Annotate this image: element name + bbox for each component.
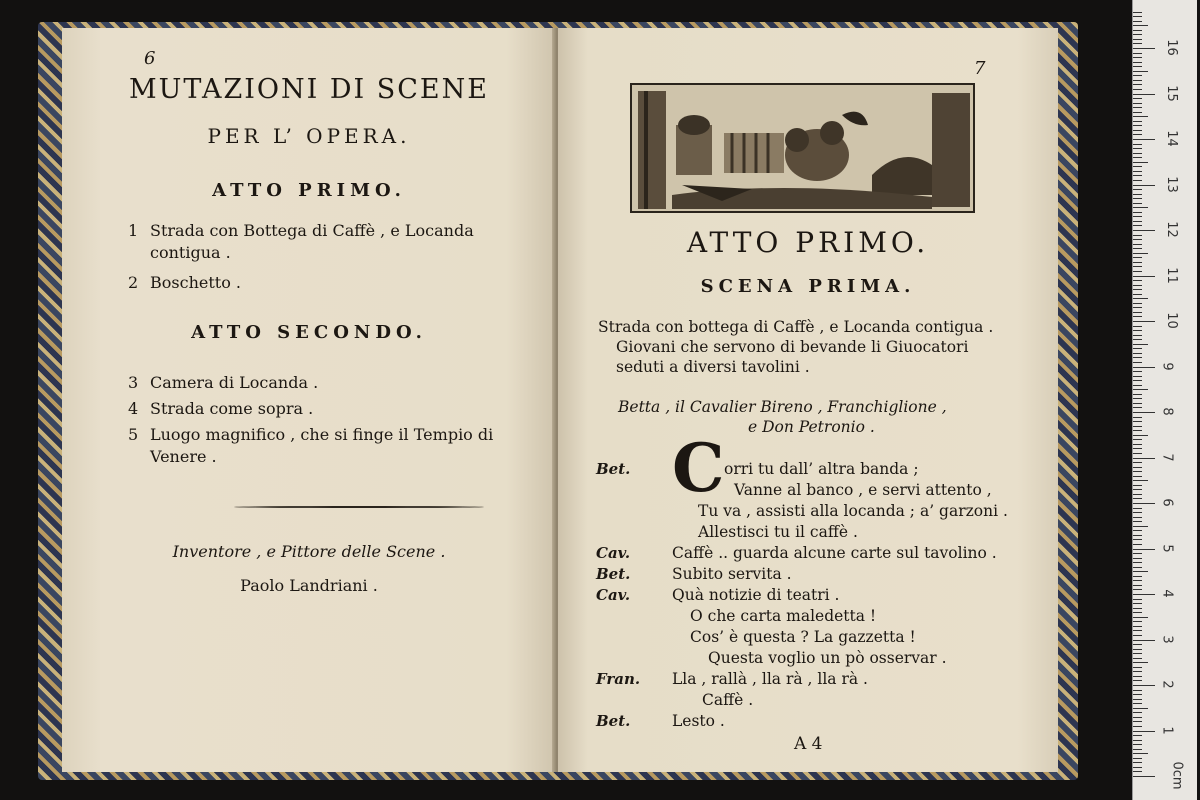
- ruler-tick: [1133, 389, 1148, 390]
- ruler-tick: [1133, 680, 1142, 681]
- speaker-label: Bet.: [596, 460, 631, 478]
- ruler-tick: [1133, 676, 1142, 677]
- ruler-label: 13: [1163, 175, 1179, 193]
- ruler-tick: [1133, 57, 1142, 58]
- ruler-tick: [1133, 48, 1155, 49]
- ruler-tick: [1133, 549, 1155, 550]
- ruler-tick: [1133, 289, 1142, 290]
- ruler-tick: [1133, 439, 1142, 440]
- ruler-tick: [1133, 316, 1142, 317]
- ruler-tick: [1133, 580, 1142, 581]
- ruler-tick: [1133, 353, 1142, 354]
- ruler-tick: [1133, 503, 1155, 504]
- ruler-tick: [1133, 162, 1148, 163]
- ruler-tick: [1133, 544, 1142, 545]
- ruler-tick: [1133, 685, 1155, 686]
- ruler-tick: [1133, 125, 1142, 126]
- ruler-tick: [1133, 62, 1142, 63]
- ruler-tick: [1133, 326, 1142, 327]
- ruler-tick: [1133, 403, 1142, 404]
- ruler-tick: [1133, 335, 1142, 336]
- ruler-tick: [1133, 617, 1148, 618]
- ruler-tick: [1133, 735, 1142, 736]
- scene-item-4: 4 Strada come sopra .: [128, 399, 314, 418]
- ruler-tick: [1133, 189, 1142, 190]
- ruler-tick: [1133, 30, 1142, 31]
- dialogue-line: Lla , rallà , lla rà , lla rà .: [672, 670, 868, 688]
- ruler-label: 10: [1163, 312, 1179, 329]
- ruler-tick: [1133, 603, 1142, 604]
- ruler-tick: [1133, 630, 1142, 631]
- act1-heading: ATTO PRIMO.: [212, 180, 406, 201]
- ruler-tick: [1133, 239, 1142, 240]
- ruler-tick: [1133, 367, 1155, 368]
- ruler-tick: [1133, 521, 1142, 522]
- ruler-tick: [1133, 485, 1142, 486]
- ruler-tick: [1133, 458, 1155, 459]
- ruler-tick: [1133, 12, 1142, 13]
- ruler-tick: [1133, 357, 1142, 358]
- dialogue-line: Questa voglio un pò osservar .: [708, 649, 947, 667]
- ruler-tick: [1133, 585, 1142, 586]
- ruler-tick: [1133, 608, 1142, 609]
- ruler-tick: [1133, 121, 1142, 122]
- speaker-label: Cav.: [596, 586, 631, 604]
- ruler-tick: [1133, 567, 1142, 568]
- ruler-tick: [1133, 98, 1142, 99]
- ruler-label: 5: [1159, 543, 1175, 553]
- ruler-label: 2: [1159, 680, 1175, 689]
- ruler-tick: [1133, 348, 1142, 349]
- ruler-label: 8: [1159, 407, 1175, 416]
- ruler-tick: [1133, 489, 1142, 490]
- ruler-tick: [1133, 16, 1142, 17]
- dialogue-line: Caffè .: [702, 691, 754, 709]
- act-title: ATTO PRIMO.: [686, 226, 930, 259]
- signature-mark: A 4: [794, 734, 823, 754]
- dialogue-line: Vanne al banco , e servi attento ,: [734, 481, 992, 499]
- ruler-tick: [1133, 530, 1142, 531]
- ruler-tick: [1133, 635, 1142, 636]
- ruler-tick: [1133, 512, 1142, 513]
- ruler-tick: [1133, 266, 1142, 267]
- ruler-tick: [1133, 84, 1142, 85]
- ruler-tick: [1133, 171, 1142, 172]
- ruler-tick: [1133, 471, 1142, 472]
- ruler-label: 3: [1159, 634, 1175, 644]
- ruler-tick: [1133, 376, 1142, 377]
- vignette-engraving: [632, 85, 975, 213]
- ruler-tick: [1133, 344, 1148, 345]
- ruler-tick: [1133, 508, 1142, 509]
- ruler-tick: [1133, 116, 1148, 117]
- ruler-tick: [1133, 394, 1142, 395]
- ruler-tick: [1133, 626, 1142, 627]
- ruler-tick: [1133, 539, 1142, 540]
- speaker-label: Bet.: [596, 712, 631, 730]
- engraved-vignette-image: [630, 83, 975, 213]
- ruler-tick: [1133, 307, 1142, 308]
- dialogue-line: Allestisci tu il caffè .: [698, 523, 858, 541]
- ruler-tick: [1133, 480, 1148, 481]
- characters-line: e Don Petronio .: [748, 418, 875, 436]
- ruler-tick: [1133, 494, 1142, 495]
- ruler-tick: [1133, 594, 1155, 595]
- ruler-tick: [1133, 371, 1142, 372]
- ruler-tick: [1133, 621, 1142, 622]
- drop-cap: C: [672, 429, 725, 507]
- ruler-tick: [1133, 767, 1142, 768]
- ruler-tick: [1133, 235, 1142, 236]
- right-page-number: 7: [974, 58, 986, 79]
- ruler-label: 9: [1159, 361, 1175, 371]
- ruler-tick: [1133, 216, 1142, 217]
- ruler-tick: [1133, 640, 1155, 641]
- ruler-tick: [1133, 89, 1142, 90]
- ruler-tick: [1133, 25, 1148, 26]
- scene-item-5: 5 Luogo magnifico , che si finge il Tempio di Venere .: [128, 425, 494, 466]
- ruler-tick: [1133, 740, 1142, 741]
- ruler-tick: [1133, 758, 1142, 759]
- ruler-tick: [1133, 662, 1148, 663]
- credit-role: Inventore , e Pittore delle Scene .: [172, 542, 446, 561]
- speaker-label: Fran.: [596, 670, 641, 688]
- left-page: [62, 28, 556, 772]
- dialogue-line: Cos’ è questa ? La gazzetta !: [690, 628, 916, 646]
- ruler-tick: [1133, 157, 1142, 158]
- ruler-label: 4: [1159, 589, 1175, 598]
- ruler-tick: [1133, 53, 1142, 54]
- ruler-tick: [1133, 430, 1142, 431]
- ruler-tick: [1133, 134, 1142, 135]
- ruler-tick: [1133, 194, 1142, 195]
- ruler-tick: [1133, 771, 1142, 772]
- ruler-tick: [1133, 426, 1142, 427]
- ruler-label: 15: [1163, 84, 1179, 102]
- dialogue-line: O che carta maledetta !: [690, 607, 877, 625]
- ruler-tick: [1133, 612, 1142, 613]
- ruler-tick: [1133, 576, 1142, 577]
- characters-line: Betta , il Cavalier Bireno , Franchiglione ,: [618, 398, 947, 416]
- ruler-tick: [1133, 703, 1142, 704]
- setting-line: seduti a diversi tavolini .: [616, 358, 810, 376]
- ruler-tick: [1133, 225, 1142, 226]
- ruler-tick: [1133, 526, 1148, 527]
- ruler-tick: [1133, 417, 1142, 418]
- ruler-tick: [1133, 690, 1142, 691]
- ruler-tick: [1133, 708, 1148, 709]
- ruler-tick: [1133, 653, 1142, 654]
- ruler-tick: [1133, 175, 1142, 176]
- ruler-tick: [1133, 71, 1148, 72]
- dialogue-line: Subito servita .: [672, 565, 792, 583]
- speaker-label: Bet.: [596, 565, 631, 583]
- ruler-tick: [1133, 462, 1142, 463]
- ruler-tick: [1133, 166, 1142, 167]
- scene-item-2: 2 Boschetto .: [128, 273, 241, 292]
- ruler-tick: [1133, 712, 1142, 713]
- ruler-tick: [1133, 589, 1142, 590]
- ruler-tick: [1133, 262, 1142, 263]
- ruler-tick: [1133, 303, 1142, 304]
- ruler-tick: [1133, 380, 1142, 381]
- ruler-tick: [1133, 21, 1142, 22]
- ruler-tick: [1133, 744, 1142, 745]
- ruler-tick: [1133, 103, 1142, 104]
- ruler-tick: [1133, 571, 1148, 572]
- ruler-tick: [1133, 339, 1142, 340]
- ruler-tick: [1133, 694, 1142, 695]
- ruler-tick: [1133, 257, 1142, 258]
- ruler-tick: [1133, 553, 1142, 554]
- ruler-tick: [1133, 107, 1142, 108]
- setting-line: Strada con bottega di Caffè , e Locanda contigua .: [598, 318, 994, 336]
- ruler-tick: [1133, 599, 1142, 600]
- ruler-tick: [1133, 34, 1142, 35]
- ruler-label: 1: [1159, 725, 1175, 735]
- ruler-label: 11: [1163, 266, 1179, 284]
- ruler-tick: [1133, 562, 1142, 563]
- ruler-tick: [1133, 148, 1142, 149]
- ruler-tick: [1133, 649, 1142, 650]
- ruler-tick: [1133, 435, 1148, 436]
- measurement-ruler: [1132, 0, 1197, 800]
- ruler-tick: [1133, 330, 1142, 331]
- ruler-tick: [1133, 139, 1155, 140]
- ruler-tick: [1133, 203, 1142, 204]
- ruler-tick: [1133, 444, 1142, 445]
- ruler-tick: [1133, 476, 1142, 477]
- ruler-tick: [1133, 153, 1142, 154]
- ruler-tick: [1133, 80, 1142, 81]
- ruler-tick: [1133, 517, 1142, 518]
- ruler-tick: [1133, 198, 1142, 199]
- ruler-tick: [1133, 248, 1142, 249]
- ruler-tick: [1133, 112, 1142, 113]
- ruler-tick: [1133, 321, 1155, 322]
- ruler-tick: [1133, 448, 1142, 449]
- ruler-tick: [1133, 726, 1142, 727]
- speaker-label: Cav.: [596, 544, 631, 562]
- ruler-tick: [1133, 398, 1142, 399]
- dialogue-line: orri tu dall’ altra banda ;: [724, 460, 919, 478]
- ruler-tick: [1133, 421, 1142, 422]
- ruler-tick: [1133, 699, 1142, 700]
- ruler-tick: [1133, 39, 1142, 40]
- ruler-tick: [1133, 753, 1148, 754]
- ruler-tick: [1133, 298, 1148, 299]
- ruler-tick: [1133, 280, 1142, 281]
- ruler-tick: [1133, 362, 1142, 363]
- left-page-number: 6: [144, 48, 156, 69]
- ruler-tick: [1133, 453, 1142, 454]
- dialogue-line: Lesto .: [672, 712, 725, 730]
- ruler-tick: [1133, 498, 1142, 499]
- ruler-label: 12: [1163, 221, 1179, 238]
- ruler-tick: [1133, 412, 1155, 413]
- ruler-tick: [1133, 185, 1155, 186]
- ruler-tick: [1133, 749, 1142, 750]
- decorative-rule: [234, 506, 484, 508]
- ruler-tick: [1133, 294, 1142, 295]
- ruler-tick: [1133, 762, 1142, 763]
- ruler-tick: [1133, 312, 1142, 313]
- ruler-tick: [1133, 385, 1142, 386]
- ruler-label: 0cm: [1169, 761, 1185, 790]
- ruler-tick: [1133, 253, 1148, 254]
- ruler-label: 7: [1159, 452, 1175, 462]
- ruler-tick: [1133, 276, 1155, 277]
- ruler-tick: [1133, 467, 1142, 468]
- ruler-tick: [1133, 271, 1142, 272]
- dialogue-line: Caffè .. guarda alcune carte sul tavolino .: [672, 544, 997, 562]
- dialogue-line: Tu va , assisti alla locanda ; a’ garzoni .: [698, 502, 1008, 520]
- ruler-tick: [1133, 667, 1142, 668]
- scene-item-3: 3 Camera di Locanda .: [128, 373, 319, 392]
- ruler-label: 6: [1159, 498, 1175, 507]
- ruler-tick: [1133, 671, 1142, 672]
- ruler-tick: [1133, 558, 1142, 559]
- ruler-tick: [1133, 535, 1142, 536]
- left-page-subtitle: PER L’ OPERA.: [207, 124, 411, 148]
- scene-item-1: 1 Strada con Bottega di Caffè , e Locanda contigua .: [128, 221, 474, 262]
- ruler-tick: [1133, 776, 1155, 777]
- act2-heading: ATTO SECONDO.: [191, 322, 427, 343]
- ruler-tick: [1133, 66, 1142, 67]
- ruler-tick: [1133, 212, 1142, 213]
- ruler-tick: [1133, 407, 1142, 408]
- ruler-tick: [1133, 658, 1142, 659]
- ruler-tick: [1133, 721, 1142, 722]
- ruler-tick: [1133, 130, 1142, 131]
- dialogue-line: Quà notizie di teatri .: [672, 586, 840, 604]
- ruler-tick: [1133, 244, 1142, 245]
- ruler-tick: [1133, 207, 1148, 208]
- ruler-tick: [1133, 285, 1142, 286]
- ruler-label: 16: [1163, 39, 1179, 56]
- ruler-tick: [1133, 717, 1142, 718]
- ruler-tick: [1133, 43, 1142, 44]
- ruler-tick: [1133, 180, 1142, 181]
- ruler-tick: [1133, 221, 1142, 222]
- credit-name: Paolo Landriani .: [240, 576, 378, 595]
- left-page-title: MUTAZIONI DI SCENE: [129, 74, 489, 105]
- ruler-tick: [1133, 75, 1142, 76]
- ruler-tick: [1133, 94, 1155, 95]
- ruler-label: 14: [1163, 130, 1179, 147]
- ruler-tick: [1133, 644, 1142, 645]
- ruler-tick: [1133, 230, 1155, 231]
- ruler-tick: [1133, 731, 1155, 732]
- setting-line: Giovani che servono di bevande li Giuocatori: [616, 338, 969, 356]
- right-page: [558, 28, 1058, 772]
- scene-title: SCENA PRIMA.: [700, 276, 916, 297]
- ruler-tick: [1133, 144, 1142, 145]
